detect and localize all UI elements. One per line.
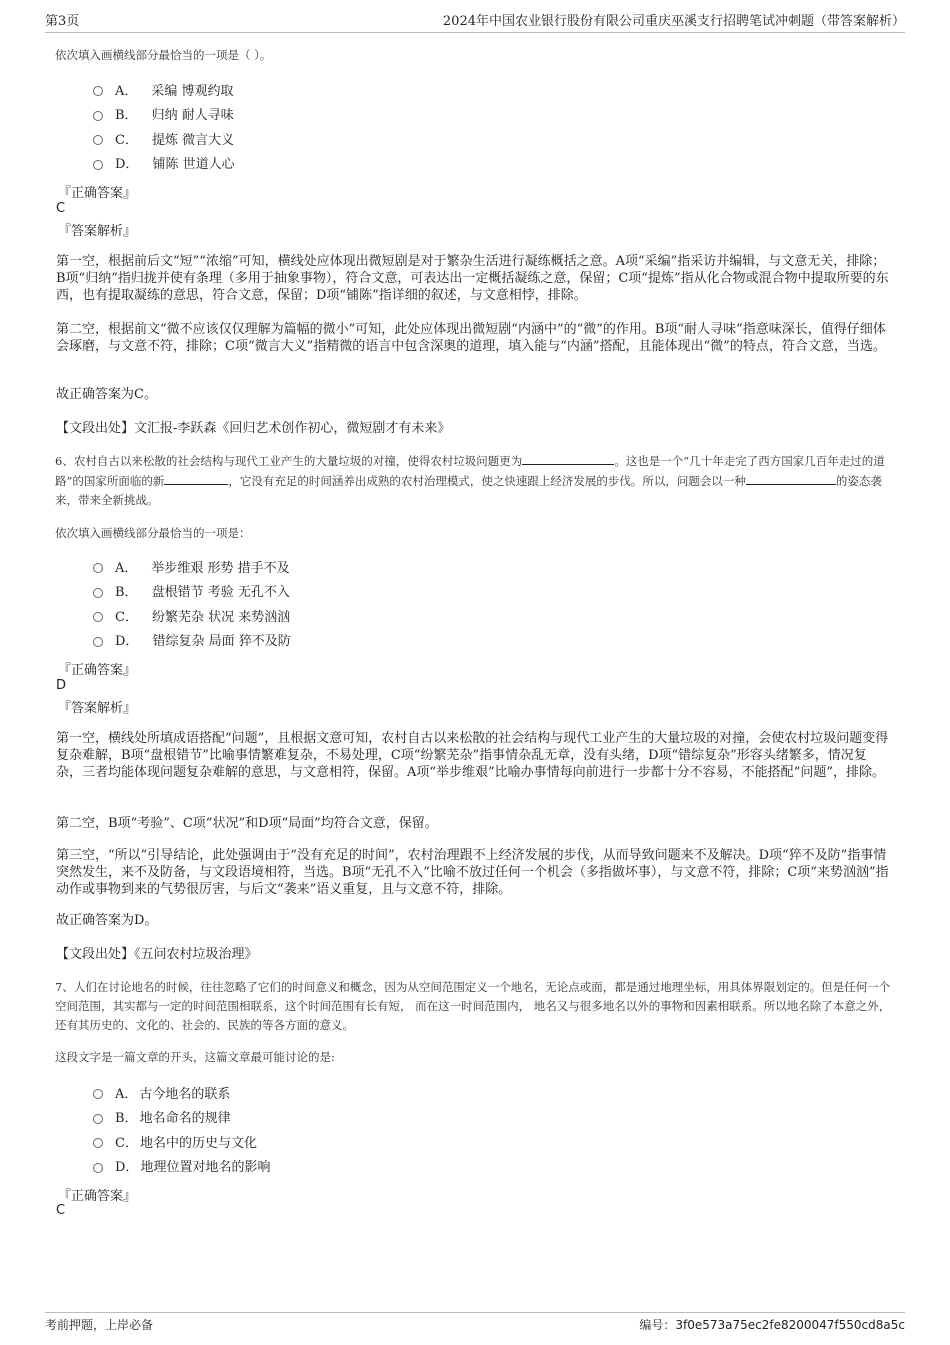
q6-analysis-1: 第一空，横线处所填成语搭配“问题”，且根据文意可知，农村自古以来松散的社会结构与现代工业产生的大量垃圾的对撞，会使农村垃圾问题变得复杂难解，B项“盘根错节”比喻事情繁难复杂，不易处理，C项“纷繁芜杂”指事情杂乱无章，没有头绪，D项“错综复杂”形容头绪繁多，情况复杂，三者均能体现问题复杂难解的意思，与文意相符，保留。A项“举步维艰”比喻办事情每向前进行一步都十分不容易，不能搭配“问题”，排除。 xyxy=(56,731,889,780)
document-code: 编号：3f0e573a75ec2fe8200047f550cd8a5c xyxy=(639,1318,905,1332)
answer-label: 『正确答案』 xyxy=(58,663,137,678)
q5-analysis-2: 第二空，根据前文“微不应该仅仅理解为篇幅的微小”可知，此处应体现出微短剧“内涵中”的“微”的作用。B项“耐人寻味”指意味深长，值得仔细体会琢磨，与文意不符，排除；C项“微言大义”指精微的语言中包含深奥的道理，填入能与“内涵”搭配，且能体现出“微”的特点，符合文意，当选。 xyxy=(56,322,886,354)
q7-option-b[interactable]: B． 地名命名的规律 xyxy=(93,1105,270,1130)
blank-line xyxy=(746,472,836,485)
document-title: 2024年中国农业银行股份有限公司重庆巫溪支行招聘笔试冲刺题（带答案解析） xyxy=(442,14,905,29)
q6-option-a[interactable]: A． 举步维艰 形势 措手不及 xyxy=(93,554,291,579)
q6-option-c[interactable]: C． 纷繁芜杂 状况 来势汹汹 xyxy=(93,603,291,628)
q7-option-c[interactable]: C． 地名中的历史与文化 xyxy=(93,1129,270,1154)
radio-icon[interactable] xyxy=(93,160,103,170)
answer-label: 『正确答案』 xyxy=(58,186,137,201)
answer-label: 『正确答案』 xyxy=(58,1189,137,1204)
q6-analysis-4: 故正确答案为D。 xyxy=(56,913,158,928)
q6-analysis-3: 第三空，“所以”引导结论，此处强调由于“没有充足的时间”，农村治理跟不上经济发展的步伐，从而导致问题来不及解决。D项“猝不及防”指事情突然发生，来不及防备，与文段语境相符，当选。B项“无孔不入”比喻不放过任何一个机会（多指做坏事），与文意不符，排除；C项“来势汹汹”指动作或事物到来的气势很厉害，与后文“袭来”语义重复，且与文意不符，排除。 xyxy=(56,848,889,897)
q5-analysis-3: 故正确答案为C。 xyxy=(56,387,157,402)
blank-line xyxy=(522,452,614,465)
radio-icon[interactable] xyxy=(93,135,103,145)
q7-answer: C xyxy=(56,1203,66,1218)
radio-icon[interactable] xyxy=(93,1089,103,1099)
radio-icon[interactable] xyxy=(93,1138,103,1148)
q6-option-b[interactable]: B． 盘根错节 考验 无孔不入 xyxy=(93,579,291,604)
radio-icon[interactable] xyxy=(93,612,103,622)
q5-option-b[interactable]: B． 归纳 耐人寻味 xyxy=(93,102,235,127)
q6-source: 【文段出处】《五问农村垃圾治理》 xyxy=(56,947,258,962)
q6-options xyxy=(93,554,291,652)
page-number: 第3页 xyxy=(45,14,80,29)
q6-stem: 6、农村自古以来松散的社会结构与现代工业产生的大量垃圾的对撞，使得农村垃圾问题更为 。这也是一个“几十年走完了西方国家几百年走过的道路”的国家所面临的新 ，它没有充足的时间涵养出成熟的农村治理模式，使之快速跟上经济发展的步伐。所以，问题会以一种 的姿态袭来，带来全新挑战。 xyxy=(55,454,885,507)
q5-prompt: 依次填入画横线部分最恰当的一项是（ ）。 xyxy=(55,48,272,62)
blank-line xyxy=(164,472,228,485)
q7-option-a[interactable]: A． 古今地名的联系 xyxy=(93,1080,270,1105)
q7-prompt: 这段文字是一篇文章的开头，这篇文章最可能讨论的是: xyxy=(55,1050,335,1064)
q5-source: 【文段出处】文汇报-李跃森《回归艺术创作初心，微短剧才有未来》 xyxy=(56,421,451,436)
q5-options xyxy=(93,77,235,175)
radio-icon[interactable] xyxy=(93,86,103,96)
q7-options xyxy=(93,1080,270,1178)
q5-option-d[interactable]: D． 铺陈 世道人心 xyxy=(93,151,235,176)
footer-slogan: 考前押题，上岸必备 xyxy=(45,1318,154,1332)
q5-option-c[interactable]: C． 提炼 微言大义 xyxy=(93,126,235,151)
page-footer xyxy=(45,1312,905,1333)
page-header xyxy=(45,10,905,33)
q6-analysis-2: 第二空，B项“考验”、C项“状况”和D项“局面”均符合文意，保留。 xyxy=(56,816,438,831)
radio-icon[interactable] xyxy=(93,588,103,598)
radio-icon[interactable] xyxy=(93,637,103,647)
radio-icon[interactable] xyxy=(93,563,103,573)
radio-icon[interactable] xyxy=(93,111,103,121)
q6-prompt: 依次填入画横线部分最恰当的一项是： xyxy=(55,526,251,540)
radio-icon[interactable] xyxy=(93,1163,103,1173)
analysis-label: 『答案解析』 xyxy=(58,701,137,716)
q7-option-d[interactable]: D． 地理位置对地名的影响 xyxy=(93,1154,270,1179)
q7-stem: 7、人们在讨论地名的时候，往往忽略了它们的时间意义和概念，因为从空间范围定义一个地名，无论点或面，都是通过地理坐标，用具体界限划定的。但是任何一个空间范围，其实都与一定的时间范围相联系，这个时间范围有长有短， 而在这一时间范围内， 地名又与很多地名以外的事物和因素相联系。所以地名除了本意之外，还有其历史的、文化的、社会的、民族的等各方面的意义。 xyxy=(55,980,891,1032)
radio-icon[interactable] xyxy=(93,1114,103,1124)
q6-answer: D xyxy=(56,678,67,693)
analysis-label: 『答案解析』 xyxy=(58,224,137,239)
q5-option-a[interactable]: A． 采编 博观约取 xyxy=(93,77,235,102)
q6-option-d[interactable]: D． 错综复杂 局面 猝不及防 xyxy=(93,628,291,653)
q5-analysis-1: 第一空，根据前后文“短”“浓缩”可知，横线处应体现出微短剧是对于繁杂生活进行凝练概括之意。A项“采编”指采访并编辑，与文意无关，排除；B项“归纳”指归拢并使有条理（多用于抽象事物），符合文意，可表达出一定概括凝练之意，保留；C项“提炼”指从化合物或混合物中提取所要的东西，也有提取凝练的意思，符合文意，保留；D项“铺陈”指详细的叙述，与文意相悖，排除。 xyxy=(56,254,889,303)
q5-answer: C xyxy=(56,201,66,216)
